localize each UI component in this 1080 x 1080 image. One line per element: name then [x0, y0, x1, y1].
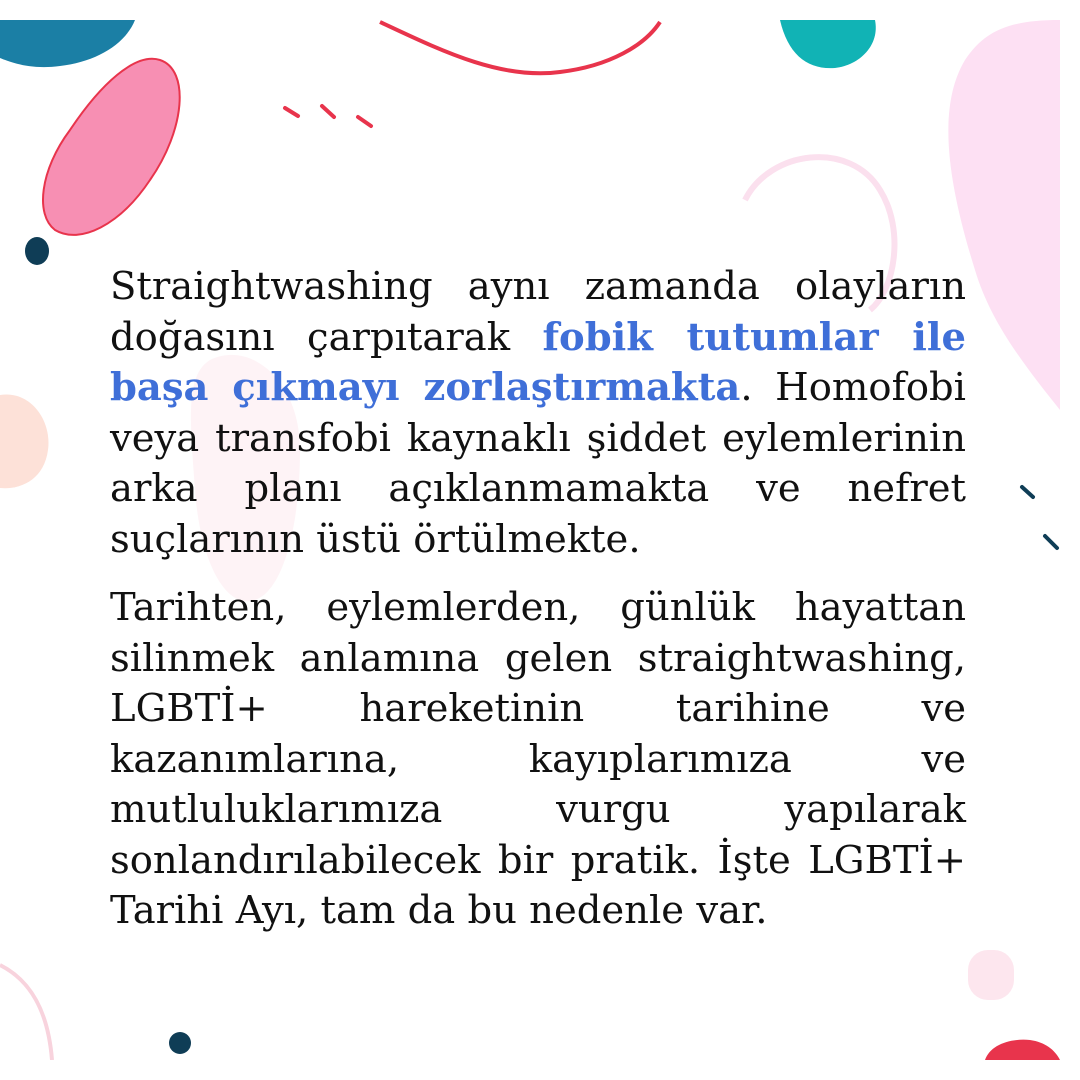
paragraph-2: Tarihten, eylemlerden, günlük hayattan silinmek anlamına gelen straightwashing, LGBTİ+ hareketinin tarihine ve kazanımlarına, kayıplarımıza ve mutluluklarımıza vurgu yapılarak sonlandırılabilecek bir pratik. İşte LGBTİ+ Tarihi Ayı, tam da bu nedenle var. — [110, 585, 966, 933]
pink-blob — [43, 59, 180, 235]
highlighted-phrase: fobik tutumlar ile başa çıkmayı zorlaştırmakta — [110, 314, 966, 410]
red-curve — [380, 22, 660, 73]
paragraph-1 — [110, 262, 966, 565]
blue-blob — [0, 20, 135, 67]
paragraph-1-part-1: Straightwashing aynı zamanda olayların doğasını çarpıtarak — [110, 264, 966, 360]
navy-dot — [25, 237, 49, 265]
red-blob — [985, 1040, 1060, 1060]
red-dash — [322, 106, 334, 117]
navy-dot — [169, 1032, 191, 1054]
faint-pink-pill — [968, 950, 1014, 1000]
teal-blob — [780, 20, 876, 68]
paragraph-1-part-2: . Homofobi veya transfobi kaynaklı şiddet eylemlerinin arka planı açıklanmamakta ve nefret suçlarının üstü örtülmekte. — [110, 365, 966, 562]
red-dash — [358, 117, 371, 126]
navy-dash — [1022, 487, 1033, 497]
pink-arc-bottom — [0, 965, 52, 1060]
red-dash — [285, 108, 298, 116]
navy-dash — [1045, 536, 1057, 548]
body-text — [110, 262, 966, 937]
peach-blob — [0, 394, 48, 488]
